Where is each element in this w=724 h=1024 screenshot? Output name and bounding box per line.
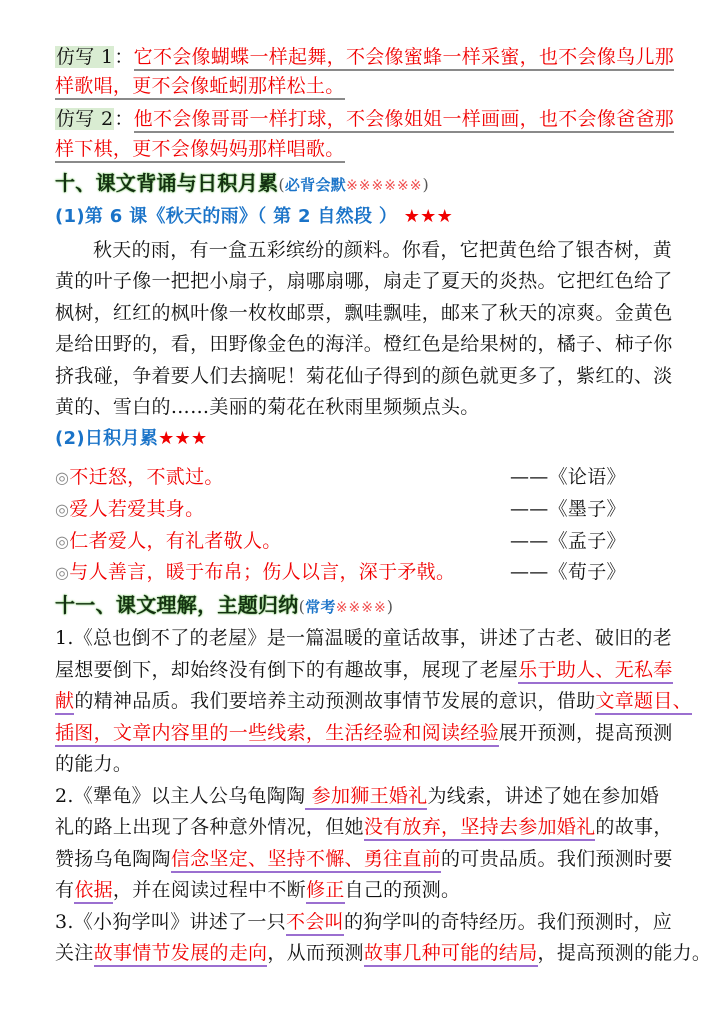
key-phrase: 故事几种可能的结局 (364, 942, 538, 967)
key-phrase: 不会叫 (286, 911, 344, 936)
item-1-line (55, 686, 692, 717)
text: 有 (55, 879, 75, 901)
item-2-line (55, 781, 659, 812)
text: 关注 (55, 942, 94, 964)
bullet-icon: ◎ (55, 532, 70, 551)
key-phrase: 插图，文章内容里的一些线索，生活经验和阅读经验 (55, 722, 499, 747)
section-10-heading (55, 168, 429, 199)
imitation-answer: 它不会像蝴蝶一样起舞，不会像蜜蜂一样采蜜，也不会像鸟儿那 (134, 46, 674, 71)
paragraph-line: 挤我碰，争着要人们去摘呢！菊花仙子得到的颜色就更多了，紫红的、淡 (55, 365, 673, 387)
quote-row (55, 557, 670, 588)
bullet-icon: ◎ (55, 468, 70, 487)
text: 的精神品质。我们要培养主动预测故事情节发展的意识，借助 (74, 690, 596, 712)
text: 为线索，讲述了她在参加婚 (427, 785, 660, 807)
quote-text: 爱人若爱其身。 (69, 498, 205, 520)
imitation-2-line-1 (55, 104, 674, 135)
importance-marks: ※※※※※※ (346, 178, 423, 194)
text: 屋想要倒下，却始终没有倒下的有趣故事，展现了老屋 (55, 659, 519, 681)
text: 的狗学叫的奇特经历。我们预测时，应 (343, 911, 673, 933)
item-1-line (55, 655, 673, 686)
text: 的故事， (595, 816, 673, 838)
text: ，从而预测 (267, 942, 364, 964)
subsection-title: (2)日积月累 (55, 428, 159, 449)
key-phrase: 没有放弃，坚持去参加婚礼 (364, 816, 596, 841)
text: 赞扬乌龟陶陶 (55, 848, 171, 870)
key-phrase: 乐于助人、无私奉 (518, 659, 672, 684)
quote-row (55, 526, 670, 557)
imitation-2-line-2 (55, 134, 345, 165)
paren: ( (298, 597, 306, 616)
imitation-answer: 他不会像哥哥一样打球，不会像姐姐一样画画，也不会像爸爸那 (134, 108, 674, 133)
section-note: 常考 (305, 598, 336, 616)
paragraph-line: 黄的、雪白的……美丽的菊花在秋雨里频频点头。 (55, 396, 480, 418)
text: 展开预测，提高预测 (498, 722, 673, 744)
item-2-line (55, 812, 673, 843)
text: 的可贵品质。我们预测时要 (441, 848, 673, 870)
quote-text: 不迁怒，不贰过。 (69, 466, 224, 488)
quote-text: 与人善言，暖于布帛；伤人以言，深于矛戟。 (69, 561, 456, 583)
paren: ( (278, 175, 285, 194)
quote-source: ——《墨子》 (510, 498, 626, 520)
imitation-label: 仿写 1 (56, 46, 114, 68)
item-3-line (55, 938, 711, 969)
key-phrase: 依据 (74, 879, 113, 904)
colon: ： (114, 46, 134, 68)
key-phrase: 文章题目、 (595, 690, 692, 715)
star-rating-icon: ★★★ (403, 206, 454, 227)
section-title: 十、课文背诵与日积月累 (55, 171, 279, 195)
bullet-icon: ◎ (55, 500, 70, 519)
item-1-line (55, 718, 673, 749)
text: ，并在阅读过程中不断 (112, 879, 306, 901)
text: 3.《小狗学叫》讲述了一只 (55, 911, 287, 933)
subsection-2-heading (55, 423, 207, 454)
section-title: 十一、课文理解，主题归纳 (55, 593, 299, 617)
star-rating-icon: ★★★ (158, 428, 208, 449)
key-phrase: 参加狮王婚礼 (305, 785, 427, 810)
text: 2.《犟龟》以主人公乌龟陶陶 (55, 785, 306, 807)
paragraph-line: 秋天的雨，有一盒五彩缤纷的颜料。你看，它把黄色给了银杏树，黄 (93, 239, 673, 261)
key-phrase: 信念坚定、坚持不懈、勇往直前 (171, 848, 441, 873)
quote-source: ——《论语》 (510, 466, 626, 488)
key-phrase: 献 (55, 690, 74, 715)
paragraph-line: 是给田野的，看，田野像金色的海洋。橙红色是给果树的，橘子、柿子你 (55, 333, 673, 355)
text: ，提高预测的能力。 (537, 942, 712, 964)
quote-text: 仁者爱人，有礼者敬人。 (69, 530, 282, 552)
key-phrase: 修正 (306, 879, 345, 904)
paren: ) (386, 597, 394, 616)
item-1-line: 的能力。 (55, 753, 133, 775)
section-11-heading (55, 590, 393, 621)
quote-row (55, 494, 670, 525)
imitation-1-line-2 (55, 71, 345, 102)
quote-row (55, 462, 670, 493)
paragraph-line: 黄的叶子像一把把小扇子，扇哪扇哪，扇走了夏天的炎热。它把红色给了 (55, 270, 673, 292)
importance-marks: ※※※※ (335, 600, 387, 616)
key-phrase: 故事情节发展的走向 (94, 942, 268, 967)
bullet-icon: ◎ (55, 563, 70, 582)
text: 礼的路上出现了各种意外情况，但她 (55, 816, 364, 838)
imitation-label: 仿写 2 (56, 108, 114, 130)
item-1-line: 1.《总也倒不了的老屋》是一篇温暖的童话故事，讲述了古老、破旧的老 (55, 627, 673, 649)
item-3-line (55, 907, 672, 938)
subsection-1-heading (55, 201, 453, 232)
subsection-title: (1)第 6 课《秋天的雨》（ 第 2 自然段 ） (55, 206, 398, 227)
text: 自己的预测。 (344, 879, 461, 901)
quote-source: ——《孟子》 (510, 530, 626, 552)
item-2-line (55, 875, 460, 906)
quote-source: ——《荀子》 (510, 561, 626, 583)
section-note: 必背会默 (284, 176, 347, 194)
imitation-answer: 样歌唱，更不会像蚯蚓那样松土。 (55, 75, 345, 100)
imitation-1-line-1 (55, 42, 674, 73)
imitation-answer: 样下棋，更不会像妈妈那样唱歌。 (55, 138, 345, 163)
item-2-line (55, 844, 673, 875)
paragraph-line: 枫树，红红的枫叶像一枚枚邮票，飘哇飘哇，邮来了秋天的凉爽。金黄色 (55, 302, 673, 324)
colon: ： (114, 108, 134, 130)
paren: ) (422, 175, 429, 194)
